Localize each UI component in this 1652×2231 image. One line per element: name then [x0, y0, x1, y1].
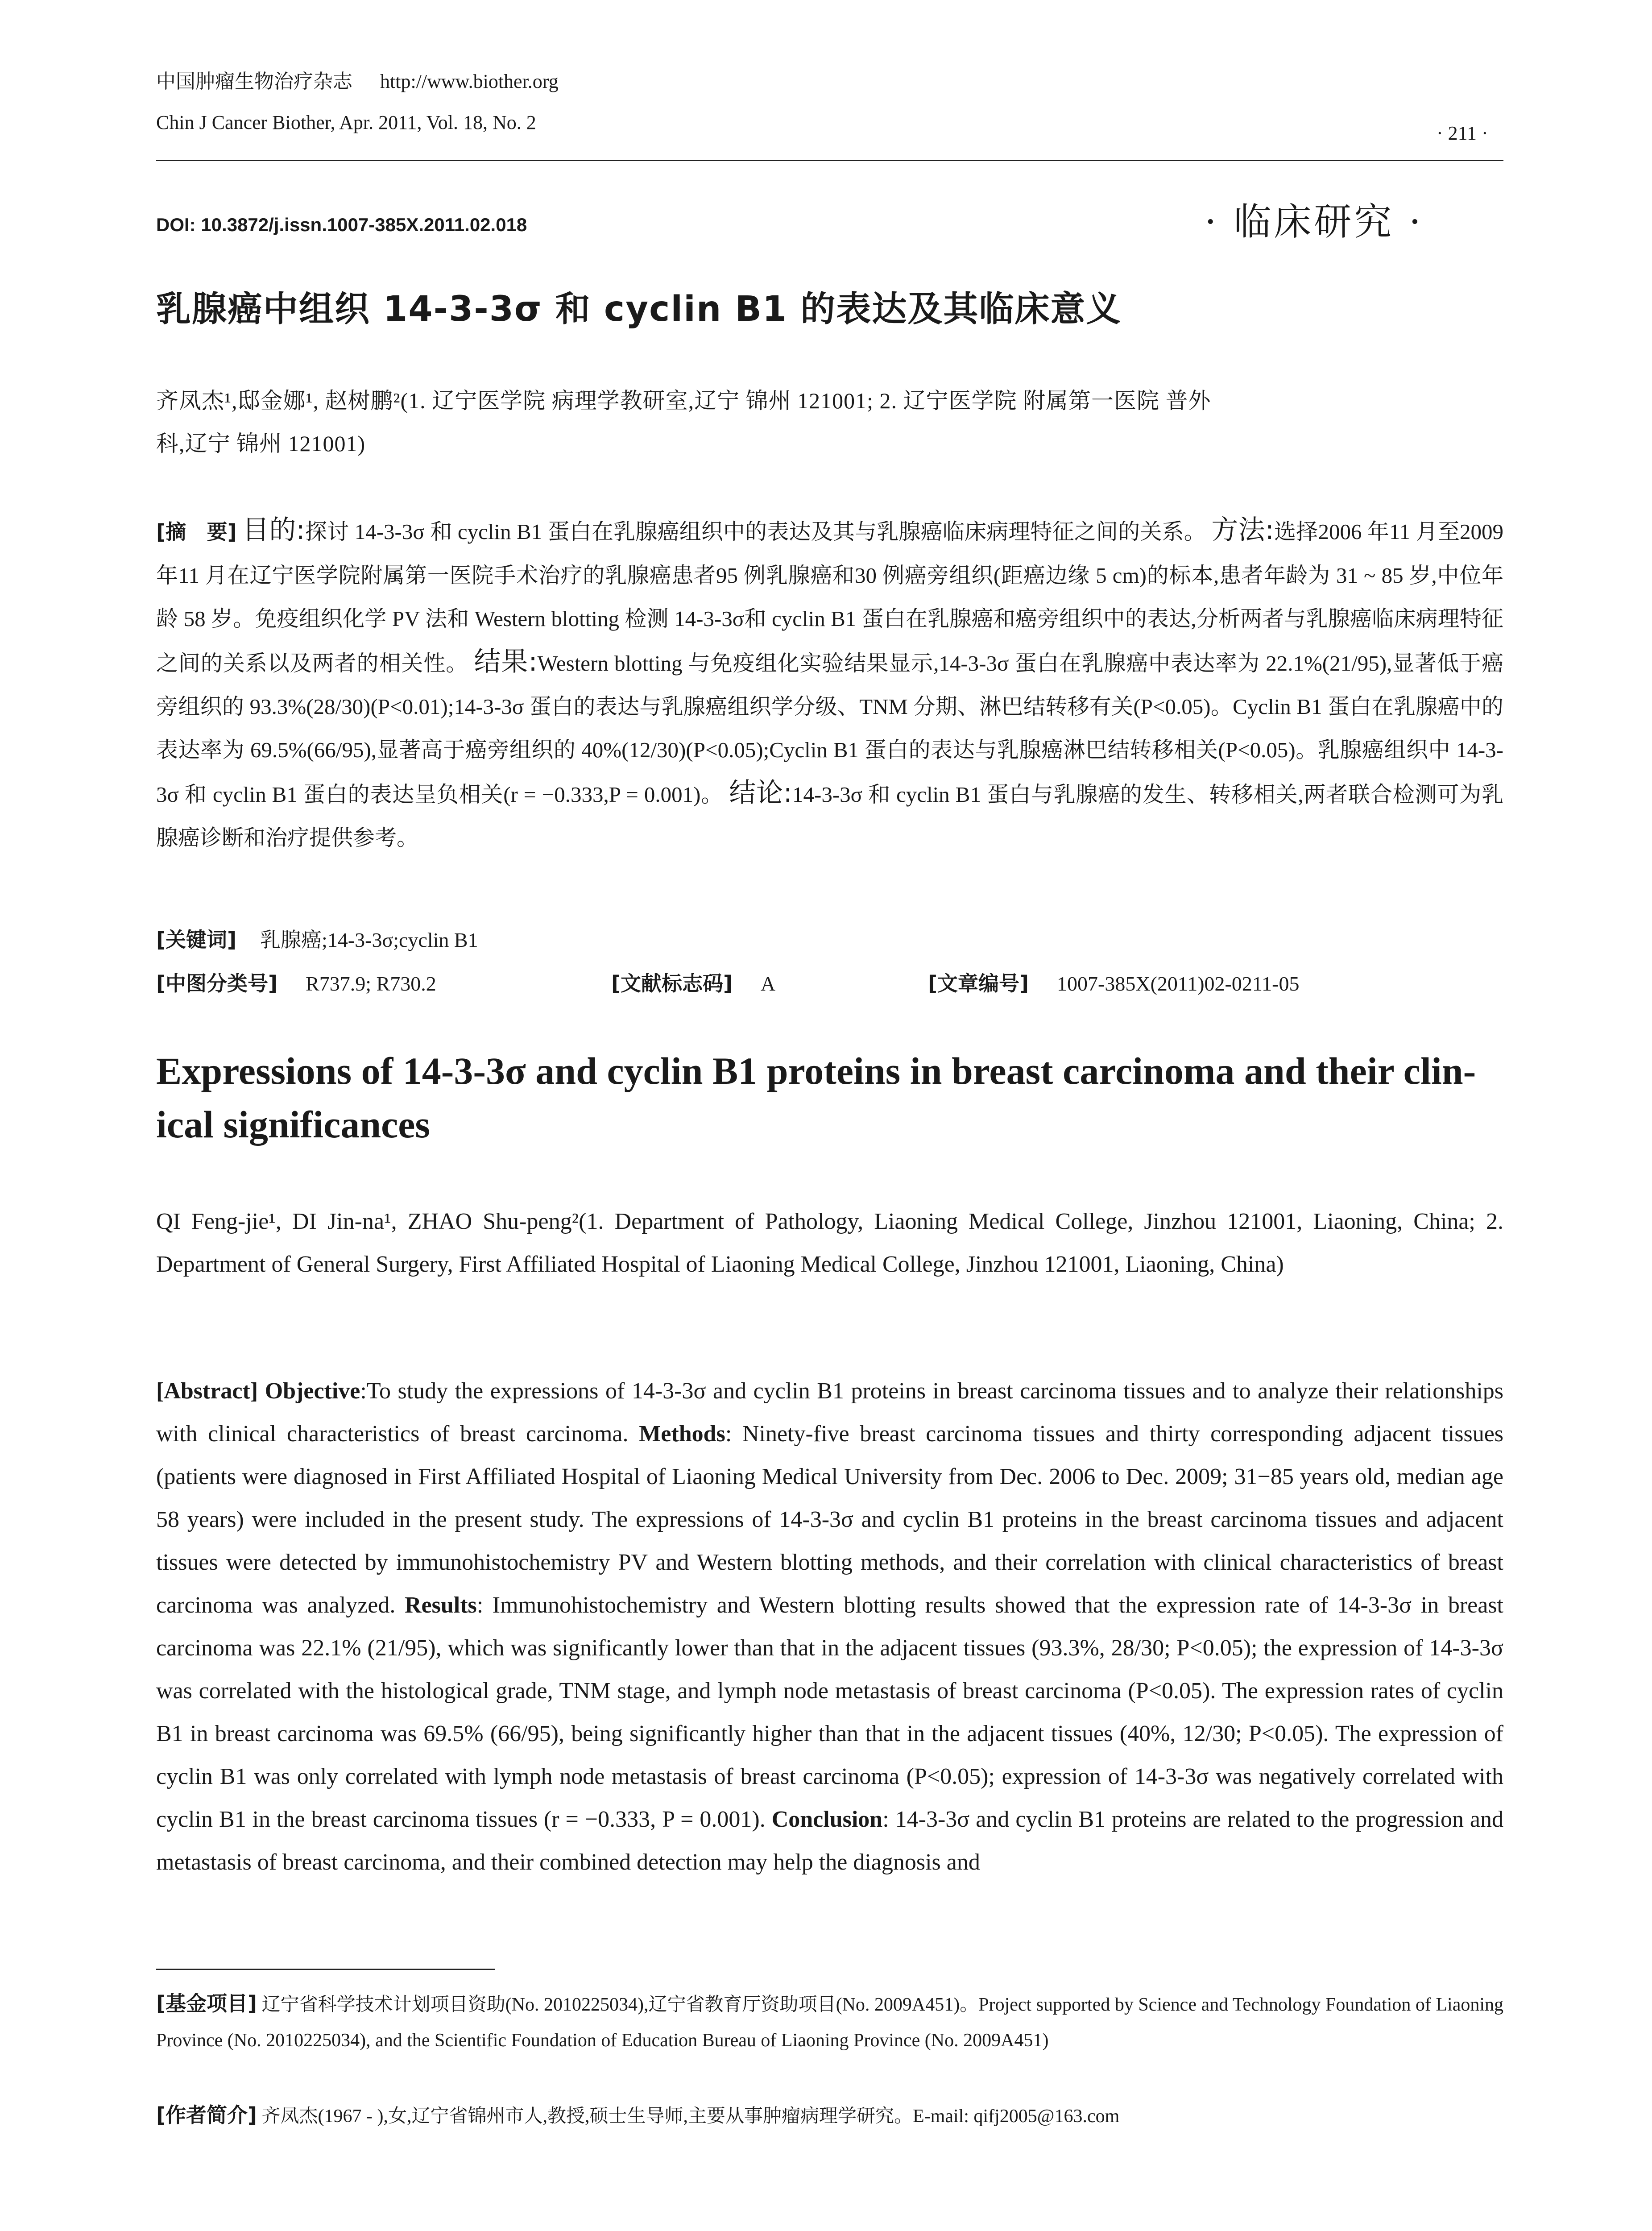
abstract-cn [156, 509, 1503, 859]
conclusion-cn: 14-3-3σ 和 cyclin B1 蛋白与乳腺癌的发生、转移相关,两者联合检测可为乳腺癌诊断和治疗提供参考。 [156, 782, 1503, 850]
methods-en-label: Methods [639, 1421, 725, 1447]
author-profile [156, 2097, 1503, 2134]
article-title-en [156, 1044, 1503, 1151]
article-title-cn: 乳腺癌中组织 14-3-3σ 和 cyclin B1 的表达及其临床意义 [156, 289, 1122, 329]
article-number-label: [文章编号] [928, 971, 1029, 995]
page-number: · 211 · [1437, 122, 1488, 144]
authors-cn-line2: 科,辽宁 锦州 121001) [156, 431, 366, 456]
journal-name-cn: 中国肿瘤生物治疗杂志 [156, 70, 352, 92]
objective-cn: 探讨 14-3-3σ 和 cyclin B1 蛋白在乳腺癌组织中的表达及其与乳腺癌临床病理特征之间的关系。 [305, 519, 1206, 544]
authors-en: QI Feng-jie¹, DI Jin-na¹, ZHAO Shu-peng²(1. Department of Pathology, Liaoning Medical College, Jinzhou 121001, Liaoning, China; 2. Department of General Surgery, First Affiliated Hospital of Liaoning Medical College, Jinzhou 121001, Liaoning, China) [156, 1209, 1503, 1277]
abstract-en-label: [Abstract] [156, 1378, 258, 1404]
conclusion-cn-label: 结论: [729, 777, 793, 809]
abstract-en [156, 1370, 1503, 1884]
conclusion-en-label: Conclusion [771, 1807, 883, 1832]
funding-label: [基金项目] [156, 1991, 257, 2015]
results-en-label: Results [404, 1592, 477, 1618]
author-profile-text: 齐凤杰(1967 - ),女,辽宁省锦州市人,教授,硕士生导师,主要从事肿瘤病理学研究。E-mail: qifj2005@163.com [261, 2106, 1120, 2127]
objective-cn-label: 目的: [242, 514, 305, 546]
clc-number [156, 967, 436, 997]
article-number-value: 1007-385X(2011)02-0211-05 [1057, 972, 1300, 995]
methods-cn-label: 方法: [1211, 514, 1274, 546]
doc-code-value: A [761, 972, 776, 995]
title-en-line1: Expressions of 14-3-3σ and cyclin B1 proteins in breast carcinoma and their clin- [156, 1049, 1476, 1092]
objective-en-label: Objective [265, 1378, 360, 1404]
funding-text: 辽宁省科学技术计划项目资助(No. 2010225034),辽宁省教育厅资助项目(No. 2009A451)。Project supported by Science and Technology Foundation of Liaoning Province (No. 2010225034), and the Scientific Foundation of Education Bureau of Liaoning Province (No. 2009A451) [156, 1995, 1504, 2051]
authors-cn [156, 379, 1503, 465]
authors-cn-line1: 齐凤杰¹,邸金娜¹, 赵树鹏²(1. 辽宁医学院 病理学教研室,辽宁 锦州 121001; 2. 辽宁医学院 附属第一医院 普外 [156, 388, 1211, 413]
journal-header [156, 68, 559, 95]
doc-code-label: [文献标志码] [611, 971, 733, 995]
document-code [611, 967, 775, 997]
clc-value: R737.9; R730.2 [306, 972, 436, 995]
journal-citation: Chin J Cancer Biother, Apr. 2011, Vol. 18, No. 2 [156, 112, 536, 133]
footnote-rule [156, 1969, 495, 1970]
article-number [928, 967, 1299, 997]
results-cn: Western blotting 与免疫组化实验结果显示,14-3-3σ 蛋白在乳腺癌中表达率为 22.1%(21/95),显著低于癌旁组织的 93.3%(28/30)(P<0.01);14-3-3σ 蛋白的表达与乳腺癌组织学分级、TNM 分期、淋巴结转移有关(P<0.05)。Cyclin B1 蛋白在乳腺癌中的表达率为 69.5%(66/95),显著高于癌旁组织的 40%(12/30)(P<0.05);Cyclin B1 蛋白的表达与乳腺癌淋巴结转移相关(P<0.05)。乳腺癌组织中 14-3-3σ 和 cyclin B1 蛋白的表达呈负相关(r = −0.333,P = 0.001)。 [156, 651, 1503, 807]
author-profile-label: [作者简介] [156, 2103, 257, 2127]
clc-label: [中图分类号] [156, 971, 278, 995]
title-en-line2: ical significances [156, 1103, 430, 1146]
methods-cn: 选择2006 年11 月至2009 年11 月在辽宁医学院附属第一医院手术治疗的乳腺癌患者95 例乳腺癌和30 例癌旁组织(距癌边缘 5 cm)的标本,患者年龄为 31 ~ 85 岁,中位年龄 58 岁。免疫组织化学 PV 法和 Western blotting 检测 14-3-3σ和 cyclin B1 蛋白在乳腺癌和癌旁组织中的表达,分析两者与乳腺癌临床病理特征之间的关系以及两者的相关性。 [156, 519, 1504, 676]
abstract-cn-label: [摘 要] [156, 520, 237, 544]
doi[interactable]: DOI: 10.3872/j.issn.1007-385X.2011.02.018 [156, 214, 527, 235]
keywords [156, 924, 478, 953]
header-rule [156, 160, 1503, 161]
keywords-text: 乳腺癌;14-3-3σ;cyclin B1 [260, 929, 478, 951]
section-label: · 临床研究 · [1205, 200, 1424, 244]
results-en: : Immunohistochemistry and Western blotting results showed that the expression rate of 14-3-3σ in breast carcinoma was 22.1% (21/95), which was significantly lower than that in the adjacent tissues (93.3%, 28/30; P<0.05); the expression of 14-3-3σ was correlated with the histological grade, TNM stage, and lymph node metastasis of breast carcinoma (P<0.05). The expression rates of cyclin B1 in breast carcinoma was 69.5% (66/95), being significantly higher than that in the adjacent tissues (40%, 12/30; P<0.05). The expression of cyclin B1 was only correlated with lymph node metastasis of breast carcinoma (P<0.05); expression of 14-3-3σ was negatively correlated with cyclin B1 in the breast carcinoma tissues (r = −0.333, P = 0.001). [156, 1592, 1503, 1832]
results-cn-label: 结果: [474, 646, 538, 677]
conclusion-en: : 14-3-3σ and cyclin B1 proteins are related to the progression and metastasis of breast carcinoma, and their combined detection may help the diagnosis and [156, 1807, 1504, 1875]
keywords-label: [关键词] [156, 928, 237, 952]
methods-en: : Ninety-five breast carcinoma tissues and thirty corresponding adjacent tissues (patients were diagnosed in First Affiliated Hospital of Liaoning Medical University from Dec. 2006 to Dec. 2009; 31−85 years old, median age 58 years) were included in the present study. The expressions of 14-3-3σ and cyclin B1 proteins in the breast carcinoma tissues and adjacent tissues were detected by immunohistochemistry PV and Western blotting methods, and their correlation with clinical characteristics of breast carcinoma was analyzed. [156, 1421, 1504, 1618]
funding-note [156, 1986, 1503, 2058]
objective-en: :To study the expressions of 14-3-3σ and cyclin B1 proteins in breast carcinoma tissues and to analyze their relationships with clinical characteristics of breast carcinoma. [156, 1378, 1503, 1447]
journal-url[interactable]: http://www.biother.org [380, 70, 559, 92]
